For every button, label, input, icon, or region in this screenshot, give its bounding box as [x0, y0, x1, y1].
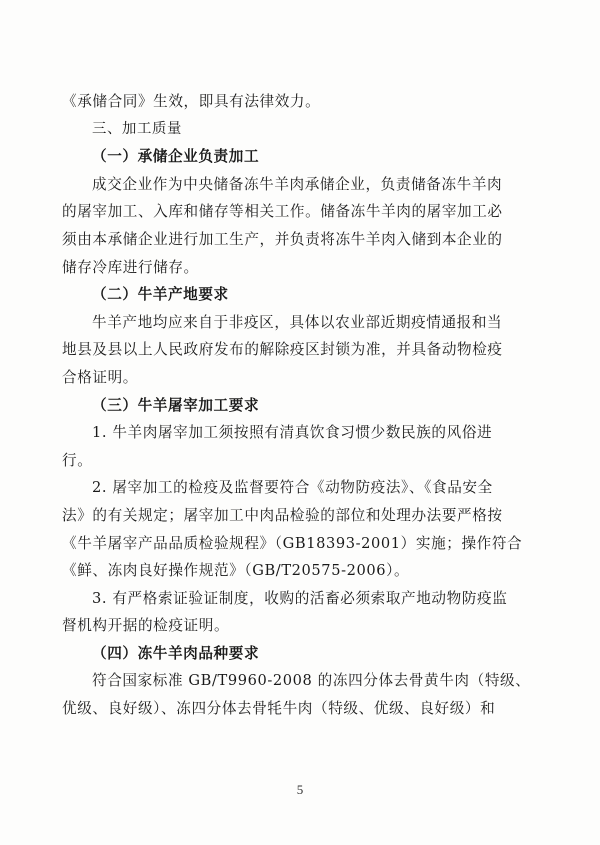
body-line-18: 《鲜、冻肉良好操作规范》（GB/T20575-2006）。 [62, 562, 410, 580]
subheading-storage-enterprise: （一）承储企业负责加工 [92, 148, 260, 166]
body-line-15: 2. 屠宰加工的检疫及监督要符合《动物防疫法》、《食品安全 [92, 479, 493, 497]
subheading-origin-requirements: （二）牛羊产地要求 [92, 286, 229, 304]
body-line-22: 符合国家标准 GB/T9960-2008 的冻四分体去骨黄牛肉（特级、 [92, 672, 531, 690]
body-line-10: 地县及县以上人民政府发布的解除疫区封锁为准，并具备动物检疫 [62, 341, 503, 359]
body-line-23: 优级、良好级）、冻四分体去骨牦牛肉（特级、优级、良好级）和 [62, 700, 496, 718]
subheading-variety-requirements: （四）冻牛羊肉品种要求 [92, 644, 260, 662]
body-line-5: 的屠宰加工、入库和储存等相关工作。储备冻牛羊肉的屠宰加工必 [62, 203, 503, 221]
section-heading-processing-quality: 三、加工质量 [92, 120, 182, 137]
page-number: 5 [296, 782, 304, 797]
body-line-4: 成交企业作为中央储备冻牛羊肉承储企业，负责储备冻牛羊肉 [92, 175, 503, 193]
body-line-13: 1. 牛羊肉屠宰加工须按照有清真饮食习惯少数民族的风俗进 [92, 424, 493, 442]
body-line-6: 须由本承储企业进行加工生产，并负责将冻牛羊肉入储到本企业的 [62, 230, 503, 248]
body-line-7: 储存冷库进行储存。 [62, 258, 199, 276]
body-line-1: 《承储合同》生效，即具有法律效力。 [62, 93, 321, 110]
body-line-17: 《牛羊屠宰产品品质检验规程》（GB18393-2001）实施；操作符合 [62, 534, 523, 552]
body-line-19: 3. 有严格索证验证制度，收购的活畜必须索取产地动物防疫监 [92, 589, 508, 607]
body-line-16: 法》的有关规定；屠宰加工中肉品检验的部位和处理办法要严格按 [62, 506, 503, 524]
body-line-11: 合格证明。 [62, 368, 138, 386]
subheading-slaughter-requirements: （三）牛羊屠宰加工要求 [92, 396, 260, 414]
body-line-20: 督机构开据的检疫证明。 [62, 617, 230, 635]
body-line-9: 牛羊产地均应来自于非疫区，具体以农业部近期疫情通报和当 [92, 313, 503, 331]
document-body [62, 88, 538, 723]
body-line-14: 行。 [62, 451, 93, 469]
